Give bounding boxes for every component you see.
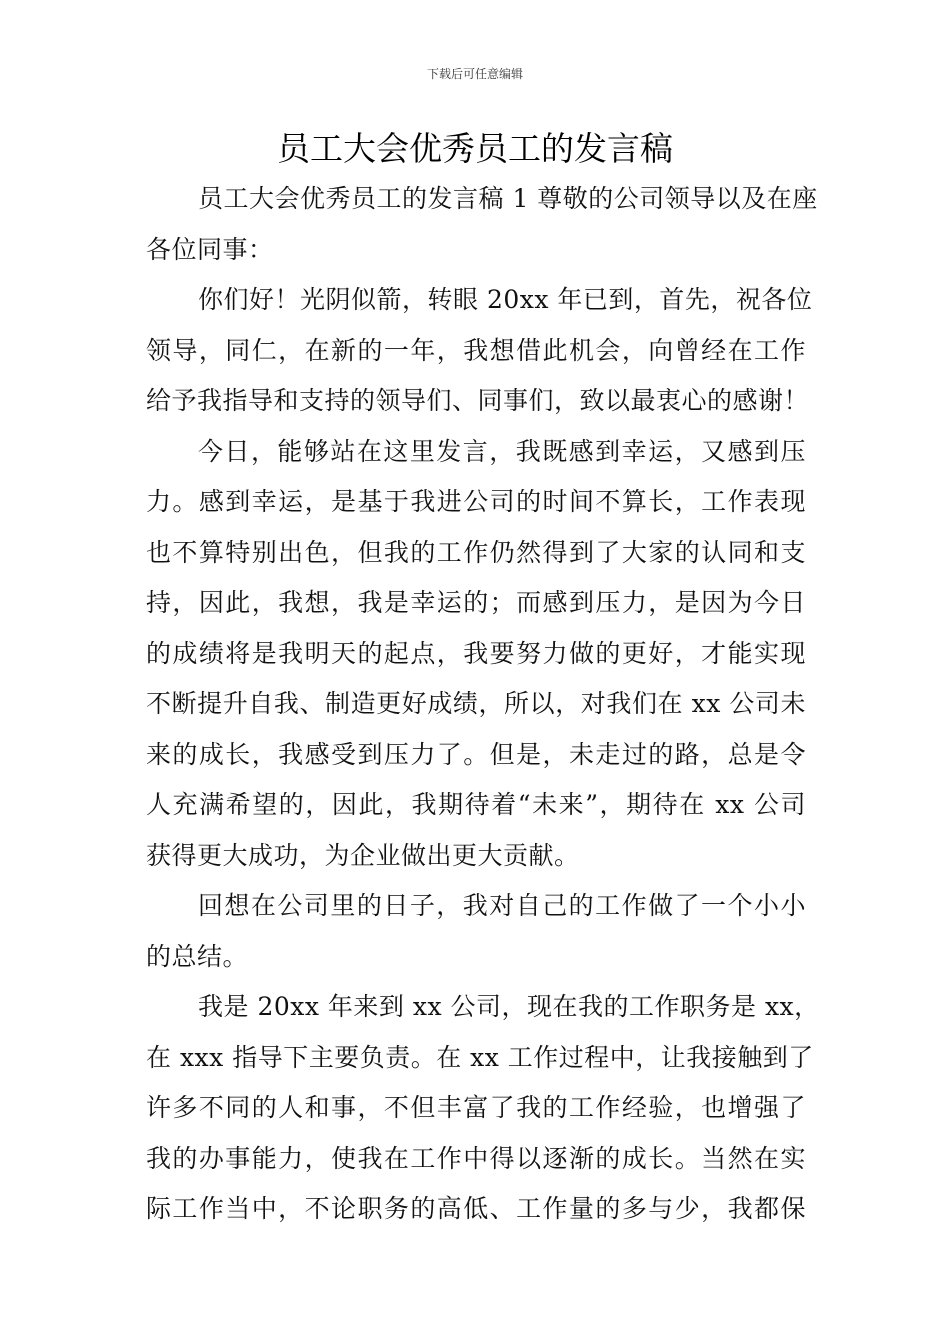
text-line: 我的办事能力，使我在工作中得以逐渐的成长。当然在实 (146, 1143, 806, 1173)
text-line: 我是 20xx 年来到 xx 公司，现在我的工作职务是 xx， (198, 992, 820, 1021)
text-line: 力。感到幸运，是基于我进公司的时间不算长，工作表现 (146, 487, 806, 516)
text-line: 的成绩将是我明天的起点，我要努力做的更好，才能实现 (146, 638, 806, 668)
text-line: 给予我指导和支持的领导们、同事们，致以最衷心的感谢！ (146, 386, 810, 415)
text-line: 回想在公司里的日子，我对自己的工作做了一个小小 (198, 891, 806, 920)
text-line: 际工作当中，不论职务的高低、工作量的多与少，我都保 (146, 1194, 806, 1223)
text-line: 领导，同仁，在新的一年，我想借此机会，向曾经在工作 (146, 335, 806, 365)
text-line: 的总结。 (146, 941, 249, 971)
document-title: 员工大会优秀员工的发言稿 (277, 129, 673, 168)
text-line: 获得更大成功，为企业做出更大贡献。 (146, 840, 580, 870)
document-body (146, 174, 820, 1235)
text-line: 许多不同的人和事，不但丰富了我的工作经验，也增强了 (146, 1093, 806, 1122)
text-line: 员工大会优秀员工的发言稿 1 尊敬的公司领导以及在座 (198, 184, 818, 213)
text-line: 各位同事： (146, 234, 274, 264)
text-line: 持，因此，我想，我是幸运的；而感到压力，是因为今日 (146, 588, 806, 617)
text-line: 也不算特别出色，但我的工作仍然得到了大家的认同和支 (146, 537, 806, 567)
text-line: 你们好！光阴似箭，转眼 20xx 年已到，首先，祝各位 (198, 285, 813, 314)
text-line: 不断提升自我、制造更好成绩，所以，对我们在 xx 公司未 (146, 689, 806, 718)
text-line: 人充满希望的，因此，我期待着“未来”，期待在 xx 公司 (146, 790, 806, 819)
header-note: 下载后可任意编辑 (426, 67, 523, 81)
text-line: 在 xxx 指导下主要负责。在 xx 工作过程中，让我接触到了 (146, 1042, 814, 1072)
text-line: 今日，能够站在这里发言，我既感到幸运，又感到压 (198, 436, 806, 466)
text-line: 来的成长，我感受到压力了。但是，未走过的路，总是令 (146, 739, 806, 769)
